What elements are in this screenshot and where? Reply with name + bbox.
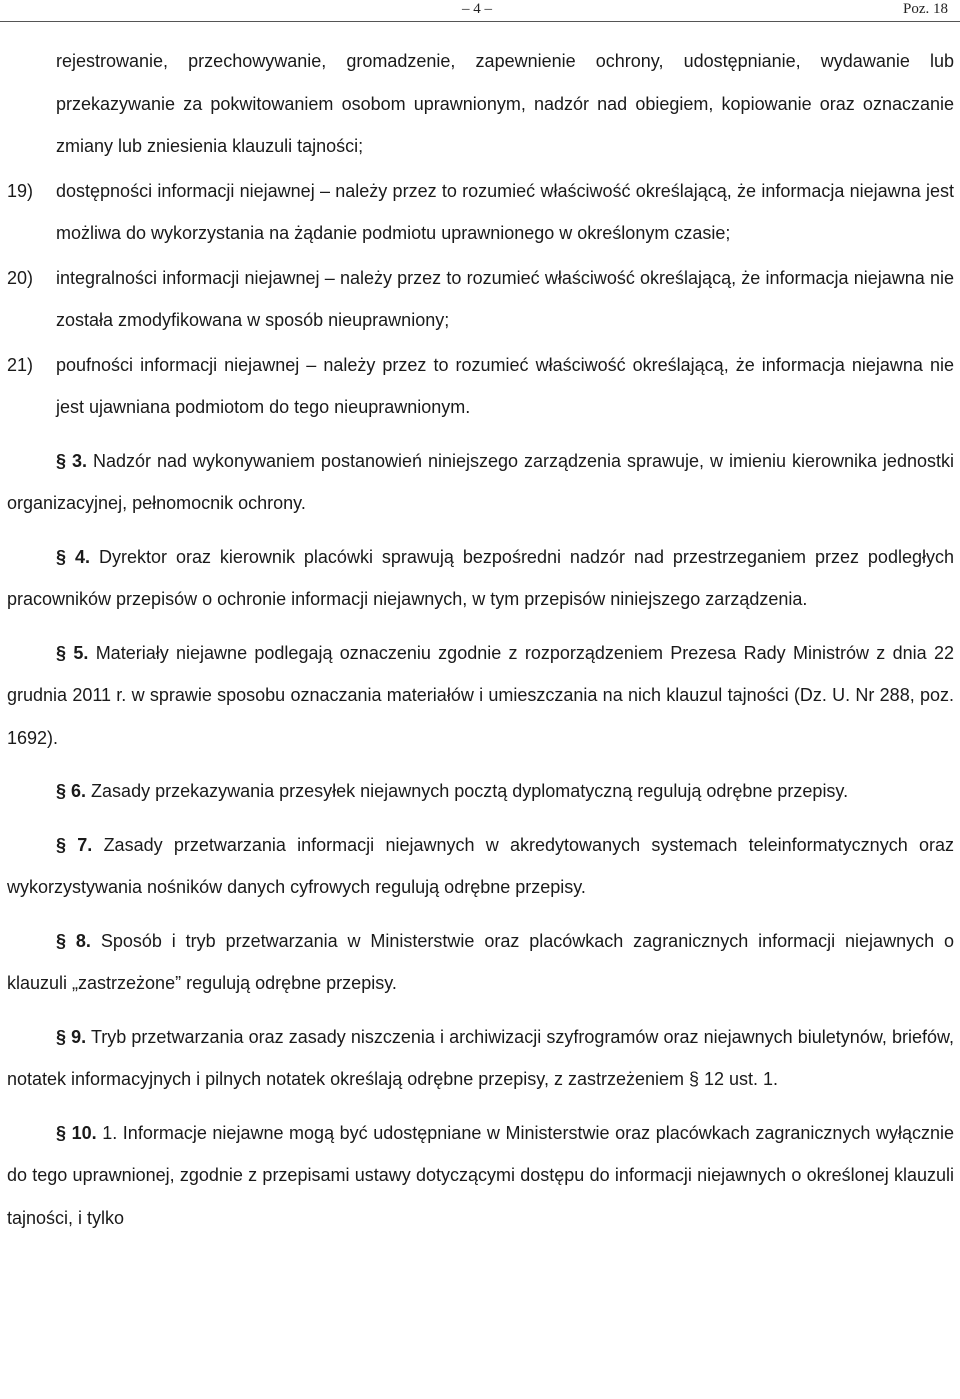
page-header — [0, 0, 960, 22]
section-mark: § 4. — [56, 546, 90, 567]
section-paragraph — [7, 440, 954, 525]
section-text: Zasady przetwarzania informacji niejawnych w akredytowanych systemach teleinformatycznych oraz wykorzystywania nośników danych cyfrowych regulują odrębne przepisy. — [7, 834, 954, 897]
section-paragraph — [7, 1112, 954, 1240]
section-mark: § 6. — [56, 781, 87, 801]
section-text: 1. Informacje niejawne mogą być udostępniane w Ministerstwie oraz placówkach zagranicznych wyłącznie do tego uprawnionej, zgodnie z przepisami ustawy dotyczącymi dostępu do informacji niejawnych o określonej klauzuli tajności, i tylko — [7, 1122, 954, 1228]
section-mark: § 5. — [56, 642, 89, 663]
page-number: – 4 – — [462, 1, 492, 17]
definition-item — [7, 257, 954, 342]
section-text: Nadzór nad wykonywaniem postanowień niniejszego zarządzenia sprawuje, w imieniu kierownika jednostki organizacyjnej, pełnomocnik ochrony. — [7, 450, 954, 513]
section-mark: § 8. — [56, 930, 91, 951]
definition-number: 20) — [7, 267, 34, 288]
definition-item — [7, 170, 954, 255]
section-mark: § 10. — [56, 1122, 97, 1143]
section-text: Sposób i tryb przetwarzania w Ministerstwie oraz placówkach zagranicznych informacji niejawnych o klauzuli „zastrzeżone” regulują odrębne przepisy. — [7, 930, 954, 993]
section-mark: § 7. — [56, 834, 93, 855]
intro-continuation: rejestrowanie, przechowywanie, gromadzenie, zapewnienie ochrony, udostępnianie, wydawanie lub przekazywanie za pokwitowaniem osobom uprawnionym, nadzór nad obiegiem, kopiowanie oraz oznaczanie zmiany lub zniesienia klauzuli tajności; — [56, 51, 954, 156]
section-text: Tryb przetwarzania oraz zasady niszczenia i archiwizacji szyfrogramów oraz niejawnych biuletynów, briefów, notatek informacyjnych i pilnych notatek określają odrębne przepisy, z zastrzeżeniem § 12 ust. 1. — [7, 1026, 954, 1089]
definition-number: 21) — [7, 354, 34, 375]
section-text: Materiały niejawne podlegają oznaczeniu zgodnie z rozporządzeniem Prezesa Rady Ministrów z dnia 22 grudnia 2011 r. w sprawie sposobu oznaczania materiałów i umieszczania na nich klauzul tajności (Dz. U. Nr 288, poz. 1692). — [7, 642, 954, 748]
document-body — [7, 40, 954, 1239]
section-paragraph — [7, 536, 954, 621]
section-paragraph — [7, 632, 954, 760]
definition-text: poufności informacji niejawnej – należy przez to rozumieć właściwość określającą, że informacja niejawna nie jest ujawniana podmiotom do tego nieuprawnionym. — [56, 354, 954, 417]
definition-text: dostępności informacji niejawnej – należy przez to rozumieć właściwość określającą, że informacja niejawna jest możliwa do wykorzystania na żądanie podmiotu uprawnionego w określonym czasie; — [56, 180, 954, 243]
section-mark: § 3. — [56, 450, 87, 471]
section-paragraph — [7, 1016, 954, 1101]
header-rule — [0, 21, 960, 22]
section-mark: § 9. — [56, 1026, 87, 1047]
position-reference: Poz. 18 — [903, 1, 948, 17]
section-paragraph — [7, 824, 954, 909]
definition-item — [7, 344, 954, 429]
section-text: Zasady przekazywania przesyłek niejawnych pocztą dyplomatyczną regulują odrębne przepisy. — [91, 781, 849, 801]
section-text: Dyrektor oraz kierownik placówki sprawują bezpośredni nadzór nad przestrzeganiem przez podległych pracowników przepisów o ochronie informacji niejawnych, w tym przepisów niniejszego zarządzenia. — [7, 546, 954, 609]
section-paragraph — [7, 770, 954, 813]
definition-text: integralności informacji niejawnej – należy przez to rozumieć właściwość określającą, że informacja niejawna nie została zmodyfikowana w sposób nieuprawniony; — [56, 267, 954, 330]
section-paragraph — [7, 920, 954, 1005]
definition-number: 19) — [7, 180, 34, 201]
